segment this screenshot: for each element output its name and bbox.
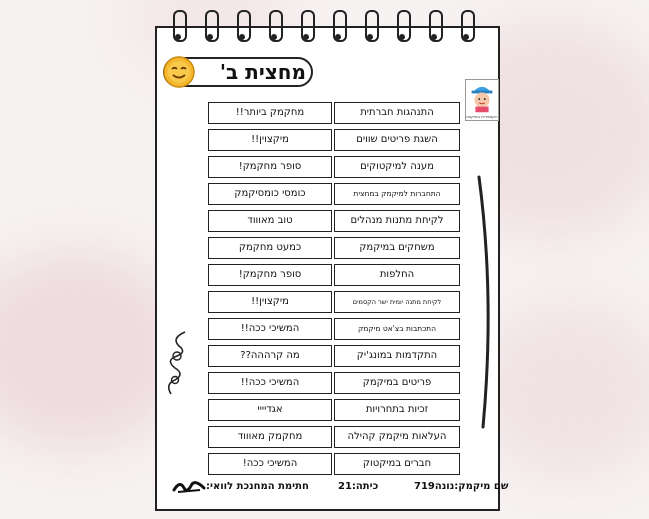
table-row xyxy=(208,129,460,151)
grade-cell: מיקצוין!! xyxy=(208,291,332,313)
spiral-ring xyxy=(301,10,311,44)
table-row xyxy=(208,210,460,232)
table-row xyxy=(208,156,460,178)
page-title: מחצית ב' xyxy=(219,60,306,84)
brush-stroke-decoration-icon xyxy=(476,175,498,435)
grade-cell: המשיכי ככה! xyxy=(208,453,332,475)
signature-scribble-icon xyxy=(172,478,206,494)
spiral-ring xyxy=(269,10,279,44)
table-row xyxy=(208,399,460,421)
category-cell: מענה למיקטוקים xyxy=(334,156,460,178)
spiral-ring xyxy=(173,10,183,44)
student-name: שם מיקמק:נונה719 xyxy=(414,481,509,492)
grade-cell: מיקצוין!! xyxy=(208,129,332,151)
spiral-ring xyxy=(461,10,471,44)
spiral-ring xyxy=(333,10,343,44)
spiral-ring xyxy=(397,10,407,44)
table-row xyxy=(208,453,460,475)
category-cell: לקיחת מתנות מנהלים xyxy=(334,210,460,232)
spiral-ring xyxy=(205,10,215,44)
table-row xyxy=(208,372,460,394)
grade-cell: כומסי כומסיקמק xyxy=(208,183,332,205)
grade-cell: סופר מחקמק! xyxy=(208,264,332,286)
table-row xyxy=(208,183,460,205)
category-cell: התכתבות בצ'אט מיקמק xyxy=(334,318,460,340)
grade-cell: כמעט מחקמק xyxy=(208,237,332,259)
table-row xyxy=(208,318,460,340)
category-cell: זכיות בתחרויות xyxy=(334,399,460,421)
spiral-ring xyxy=(365,10,375,44)
grade-cell: המשיכי ככה!! xyxy=(208,372,332,394)
grade-cell: טוב מאוווד xyxy=(208,210,332,232)
grade-cell: המשיכי ככה!! xyxy=(208,318,332,340)
category-cell: השגת פריטים שווים xyxy=(334,129,460,151)
spiral-binding xyxy=(155,10,500,46)
table-row xyxy=(208,102,460,124)
category-cell: לקיחת מתנה יומית ישר הקסמים xyxy=(334,291,460,313)
category-cell: העלאות מיקמק קהילה xyxy=(334,426,460,448)
spiral-ring xyxy=(237,10,247,44)
category-cell: פריטים במיקמק xyxy=(334,372,460,394)
category-cell: התחברות למיקמק במחצית xyxy=(334,183,460,205)
teacher-signature-label: חתימת המחנכת לוואי: xyxy=(206,481,309,492)
table-row xyxy=(208,345,460,367)
grade-cell: אגדיייי xyxy=(208,399,332,421)
logo-caption: הקספרית במיקוטו xyxy=(466,114,498,119)
swirl-doodle-icon xyxy=(165,330,195,400)
smiley-emoji-icon xyxy=(163,56,195,88)
table-row xyxy=(208,426,460,448)
grade-cell: מחקמק מאוווד xyxy=(208,426,332,448)
table-row xyxy=(208,291,460,313)
table-row xyxy=(208,264,460,286)
table-row xyxy=(208,237,460,259)
category-cell: משחקים במיקמק xyxy=(334,237,460,259)
spiral-ring xyxy=(429,10,439,44)
grade-cell: סופר מחקמק! xyxy=(208,156,332,178)
category-cell: התקדמות במונג'יק xyxy=(334,345,460,367)
grade-cell: מחקמק ביותר!! xyxy=(208,102,332,124)
class-label: כיתה:21 xyxy=(338,481,379,492)
category-cell: חברים במיקטוק xyxy=(334,453,460,475)
grade-cell: מה קרההה?? xyxy=(208,345,332,367)
category-cell: התנהגות חברתית xyxy=(334,102,460,124)
category-cell: החלפות xyxy=(334,264,460,286)
